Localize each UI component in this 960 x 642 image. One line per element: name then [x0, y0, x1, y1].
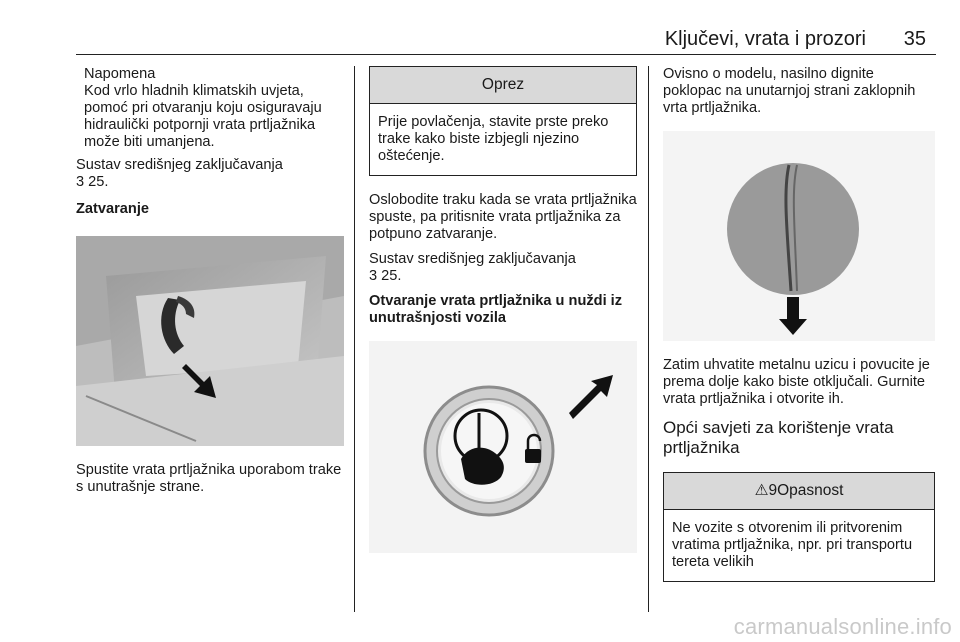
subheading-emergency-opening: Otvaranje vrata prtljažnika u nuždi iz unutrašnjosti vozila: [369, 293, 623, 326]
danger-text: Ne vozite s otvorenim ili pritvorenim vratima prtljažnika, npr. pri transportu tereta velikih: [672, 520, 913, 570]
page-header: [76, 24, 936, 55]
cross-reference: [369, 251, 637, 285]
paragraph: Ovisno o modelu, nasilno dignite poklopac na unutarnjoj strani zaklopnih vrta prtljažnika.: [663, 66, 916, 116]
page-number: 35: [903, 28, 926, 50]
reference-page: 3 25.: [369, 268, 402, 284]
reference-page: 3 25.: [76, 174, 109, 190]
caution-text: Prije povlačenja, stavite prste preko trake kako biste izbjegli njezino oštećenje.: [378, 114, 609, 164]
column-right: [663, 66, 935, 594]
danger-title-text: 9Opasnost: [768, 482, 844, 499]
emergency-release-illustration: [369, 341, 637, 553]
caution-box: [369, 66, 637, 176]
note-title: Napomena: [84, 66, 156, 82]
section-heading-general-tips: Opći savjeti za korištenje vrata prtljažnika: [663, 418, 894, 457]
caution-title: Oprez: [370, 67, 636, 104]
paragraph: Zatim uhvatite metalnu uzicu i povucite je prema dolje kako biste otključali. Gurnite vrata prtljažnika i otvorite ih.: [663, 357, 930, 407]
reference-text: Sustav središnjeg zaključavanja: [76, 157, 283, 173]
cross-reference: [76, 157, 344, 191]
note-text: Kod vrlo hladnih klimatskih uvjeta, pomoć pri otvaranju koju osiguravaju hidraulički potpornji vrata prtljažnika može biti umanjena.: [84, 83, 322, 150]
column-divider: [648, 66, 649, 612]
section-title: Ključevi, vrata i prozori: [664, 28, 866, 50]
paragraph: Oslobodite traku kada se vrata prtljažnika spuste, pa pritisnite vrata prtljažnika za potpuno zatvaranje.: [369, 192, 637, 242]
trunk-strap-illustration: [76, 236, 344, 446]
warning-triangle-icon: ⚠: [754, 482, 769, 499]
note-block: [84, 66, 344, 151]
danger-title: [664, 473, 934, 510]
subheading-closing: Zatvaranje: [76, 201, 150, 217]
column-middle: [369, 66, 637, 569]
watermark: carmanualsonline.info: [733, 614, 952, 639]
danger-box: [663, 472, 935, 582]
reference-text: Sustav središnjeg zaključavanja: [369, 251, 576, 267]
column-divider: [354, 66, 355, 612]
column-left: [76, 66, 344, 504]
caption: Spustite vrata prtljažnika uporabom trake s unutrašnje strane.: [76, 462, 342, 495]
metal-cable-illustration: [663, 131, 935, 341]
